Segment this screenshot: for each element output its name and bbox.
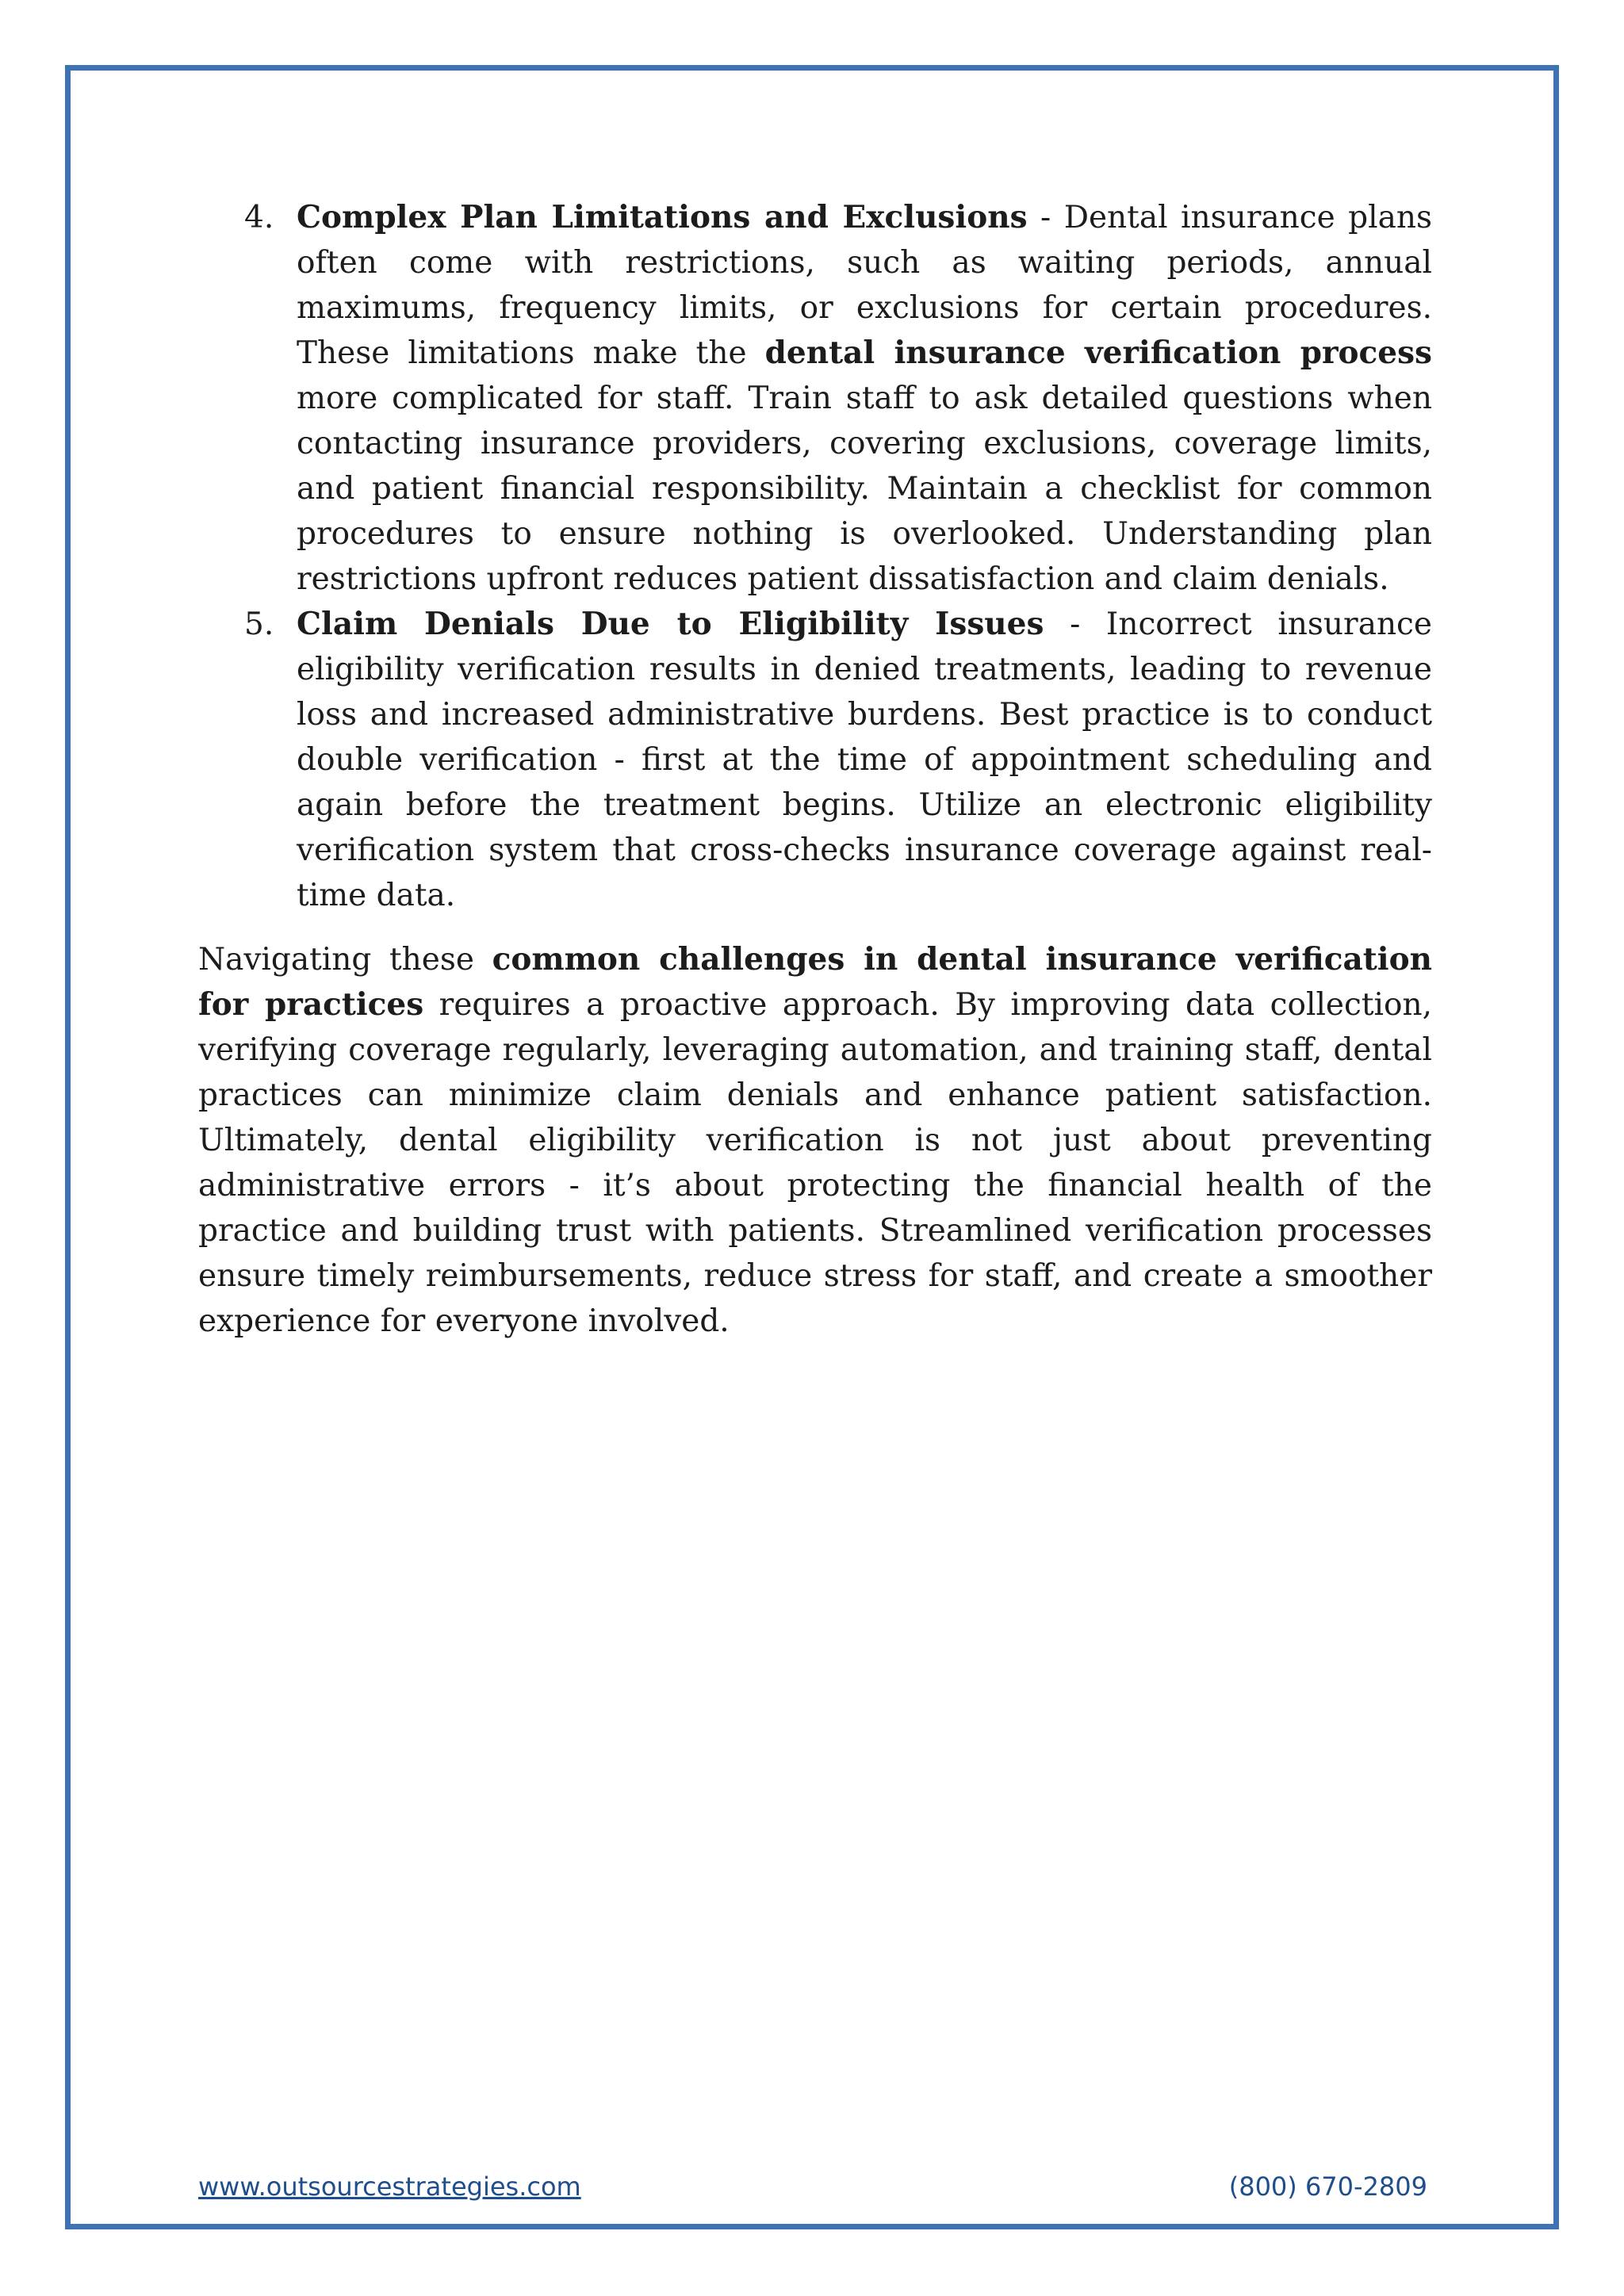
item-text: - Dental insurance plans often come with restrictions, such as waiting periods, annual maximums, frequency limits, or exclusions for certain procedures. These limitations make the [297, 200, 1432, 371]
closing-lead: Navigating these [198, 942, 492, 978]
footer-website-link[interactable]: www.outsourcestrategies.com [198, 2172, 581, 2202]
item-title: Complex Plan Limitations and Exclusions [297, 199, 1028, 235]
item-number: 5. [244, 607, 274, 642]
list-item [198, 602, 1432, 918]
closing-bold-phrase: common challenges in dental insurance verification for practices [198, 941, 1432, 1023]
list-item [198, 195, 1432, 602]
closing-rest: requires a proactive approach. By improving data collection, verifying coverage regularly, leveraging automation, and training staff, dental practices can minimize claim denials and enhance patient satisfaction. Ultimately, dental eligibility verification is not just about preventing administrative errors - it’s about protecting the financial health of the practice and building trust with patients. Streamlined verification processes ensure timely reimbursements, reduce stress for staff, and create a smoother experience for everyone involved. [198, 987, 1432, 1339]
item-text: - Incorrect insurance eligibility verification results in denied treatments, leading to revenue loss and increased administrative burdens. Best practice is to conduct double verification - first at the time of appointment scheduling and again before the treatment begins. Utilize an electronic eligibility verification system that cross-checks insurance coverage against real-time data. [297, 607, 1432, 913]
document-body [198, 195, 1432, 1344]
challenge-list [198, 195, 1432, 918]
item-bold-phrase: dental insurance verification process [764, 335, 1432, 371]
footer-phone: (800) 670-2809 [1228, 2172, 1427, 2202]
closing-paragraph [198, 937, 1432, 1344]
item-text: more complicated for staff. Train staff to ask detailed questions when contacting insurance providers, covering exclusions, coverage limits, and patient financial responsibility. Maintain a checklist for common procedures to ensure nothing is overlooked. Understanding plan restrictions upfront reduces patient dissatisfaction and claim denials. [297, 381, 1432, 597]
item-title: Claim Denials Due to Eligibility Issues [297, 606, 1044, 642]
item-number: 4. [244, 200, 274, 235]
